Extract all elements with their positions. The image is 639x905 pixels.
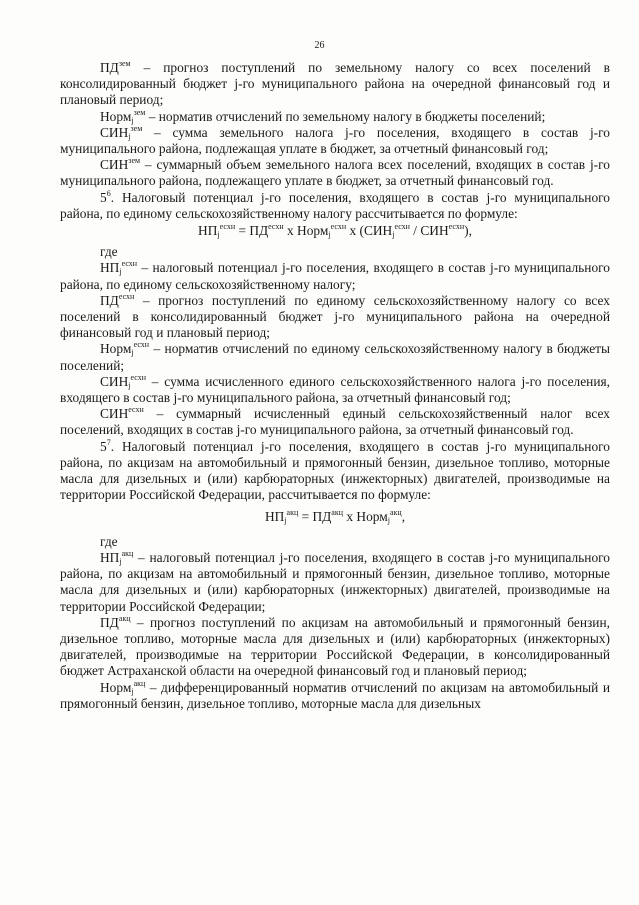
text-run: – дифференцированный норматив отчислений по акцизам на автомобильный и прямогонный бензин, дизельное топливо, моторные масла для дизельных (60, 679, 610, 711)
superscript: 6 (106, 188, 111, 198)
text-run: – прогноз поступлений по акцизам на автомобильный и прямогонный бензин, дизельное топливо, моторные масла для дизельных и (или) карбюраторных (инжекторных) двигателей, производимые на территории Российской Федерации, в консолидированный бюджет Астраханской области на очередной финансовый год и плановый период; (60, 614, 610, 679)
superscript: акц (118, 613, 131, 623)
text-run: – прогноз поступлений по земельному налогу со всех поселений в консолидированный бюджет j-го муниципального района на очередной финансовый год и плановый период; (60, 60, 610, 108)
text-run: СИН (100, 124, 129, 140)
text-run: 5 (100, 189, 107, 205)
text-run: / СИН (409, 223, 449, 239)
paragraph (60, 550, 610, 615)
text-run: СИН (100, 157, 129, 173)
text-run: НП (264, 509, 285, 525)
subscript: j (392, 230, 395, 240)
text-run: ), (464, 223, 472, 239)
page-number: 26 (314, 40, 325, 51)
subscript: j (328, 230, 331, 240)
superscript: зем (133, 107, 146, 117)
superscript: зем (130, 123, 143, 133)
subscript: j (119, 267, 122, 277)
formula (60, 509, 610, 525)
text-run: – налоговый потенциал j-го поселения, входящего в состав j-го муниципального района, по единому сельскохозяйственному налогу; (60, 260, 610, 292)
text-run: = ПД (235, 223, 269, 239)
superscript: есхн (219, 222, 236, 232)
paragraph (60, 60, 610, 109)
text-run: НП (100, 549, 120, 565)
text-run: х (СИН (346, 223, 393, 239)
text-run: х Норм (283, 223, 329, 239)
paragraph (60, 260, 610, 292)
text-run: 5 (100, 438, 107, 454)
superscript: есхн (130, 372, 146, 382)
superscript: акц (389, 508, 402, 518)
paragraph (60, 341, 610, 373)
text-run: – норматив отчислений по единому сельскохозяйственному налогу в бюджеты поселений; (60, 341, 610, 373)
superscript: 7 (106, 437, 111, 447)
text-run: , (401, 509, 406, 525)
paragraph (60, 680, 610, 712)
where-label (60, 534, 610, 550)
superscript: есхн (448, 222, 465, 232)
formula (60, 223, 610, 239)
text-run: где (100, 244, 118, 260)
subscript: j (284, 516, 287, 526)
paragraph (60, 615, 610, 680)
text-run: = ПД (298, 509, 332, 525)
superscript: есхн (133, 340, 150, 350)
superscript: есхн (394, 222, 410, 232)
text-run: х Норм (343, 509, 388, 525)
text-run: Норм (100, 341, 132, 357)
paragraph (60, 125, 610, 157)
where-label (60, 244, 610, 260)
text-run: ПД (100, 614, 119, 630)
text-run: – суммарный исчисленный единый сельскохозяйственный налог всех поселений, входящих в состав j-го муниципального района, за отчетный финансовый год. (60, 406, 610, 438)
superscript: зем (118, 59, 131, 68)
text-run: Норм (100, 679, 132, 695)
superscript: акц (286, 508, 299, 518)
text-run: – прогноз поступлений по единому сельскохозяйственному налогу со всех поселений в консолидированный бюджет j-го муниципального района на очередной финансовый год и плановый период; (60, 292, 610, 341)
paragraph (60, 190, 610, 222)
text-run: . Налоговый потенциал j-го поселения, входящего в состав j-го муниципального района, по акцизам на автомобильный и прямогонный бензин, дизельное топливо, моторные масла для дизельных и (или) карбюраторных (инжекторных) двигателей, производимые на территории Российской Федерации, рассчитывается по формуле: (60, 438, 610, 503)
text-run: – норматив отчислений по земельному налогу в бюджеты поселений; (145, 108, 546, 124)
text-run: . Налоговый потенциал j-го поселения, входящего в состав j-го муниципального района, по единому сельскохозяйственному налогу рассчитывается по формуле: (60, 189, 610, 221)
subscript: j (128, 131, 131, 141)
superscript: акц (121, 548, 134, 558)
text-run: СИН (100, 406, 129, 422)
text-run: – сумма исчисленного единого сельскохозяйственного налога j-го поселения, входящего в состав j-го муниципального района, за отчетный финансовый год; (60, 373, 610, 406)
text-run: – сумма земельного налога j-го поселения, входящего в состав j-го муниципального района, подлежащая уплате в бюджет, за отчетный финансовый год; (60, 124, 610, 157)
paragraph (60, 109, 610, 125)
superscript: есхн (268, 222, 284, 232)
subscript: j (131, 115, 134, 125)
subscript: j (119, 556, 122, 566)
superscript: есхн (128, 405, 144, 415)
superscript: есхн (330, 222, 347, 232)
text-run: ПД (100, 60, 119, 75)
paragraph (60, 293, 610, 342)
text-run: где (100, 533, 118, 549)
document-body (60, 60, 610, 712)
text-run: Норм (100, 108, 132, 124)
superscript: акц (133, 678, 146, 688)
text-run: НП (198, 223, 218, 239)
superscript: акц (331, 508, 344, 518)
paragraph (60, 439, 610, 504)
paragraph (60, 157, 610, 189)
text-run: ПД (100, 292, 119, 308)
paragraph (60, 406, 610, 438)
subscript: j (131, 686, 134, 696)
subscript: j (131, 348, 134, 358)
text-run: НП (100, 260, 120, 276)
paragraph (60, 374, 610, 406)
superscript: зем (128, 156, 141, 166)
subscript: j (128, 380, 131, 390)
superscript: есхн (121, 259, 138, 269)
text-run: СИН (100, 373, 129, 389)
text-run: – суммарный объем земельного налога всех поселений, входящих в состав j-го муниципального района, подлежащего уплате в бюджет, за отчетный финансовый год. (60, 157, 610, 189)
subscript: j (217, 230, 220, 240)
text-run: – налоговый потенциал j-го поселения, входящего в состав j-го муниципального района, по акцизам на автомобильный и прямогонный бензин, дизельное топливо, моторные масла для дизельных и (или) карбюраторных (инжекторных) двигателей, производимые на территории Российской Федерации; (60, 549, 610, 614)
subscript: j (387, 516, 390, 526)
superscript: есхн (118, 291, 135, 301)
